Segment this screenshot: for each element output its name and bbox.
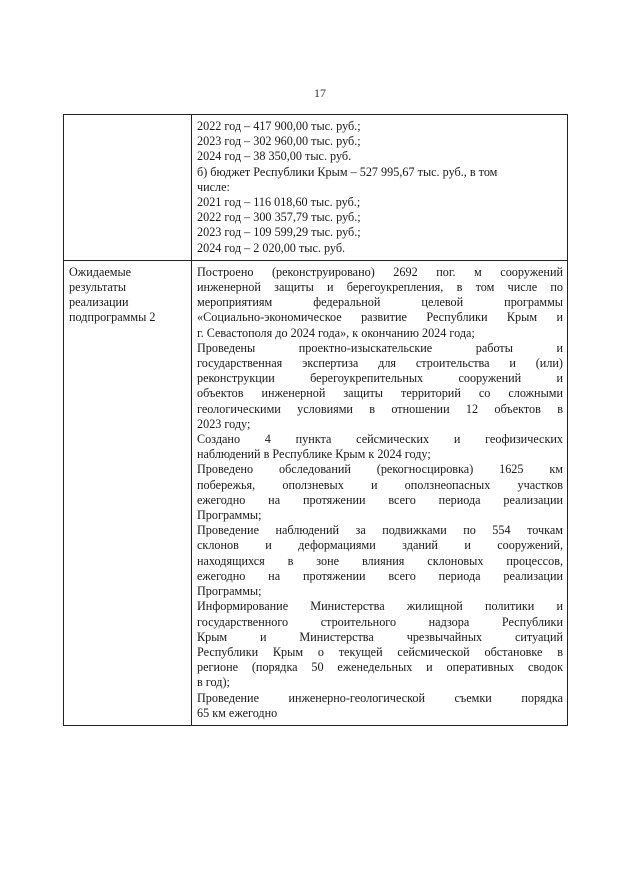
table-row-expected-results [64,260,568,725]
result-line: регионе (порядка 50 еженедельных и оперативных сводок [197,660,563,675]
result-line: 2023 году; [197,416,251,431]
result-line: Проведение инженерно-геологической съемки порядка [197,690,563,705]
expected-results-cell [192,260,568,725]
result-line: 65 км ежегодно [197,705,278,720]
label-line: реализации [69,295,129,310]
result-line: реконструкции берегоукрепительных сооружений и [197,371,563,386]
result-line: находящихся в зоне влияния склоновых процессов, [197,553,563,568]
result-paragraph [197,599,563,690]
row-label-cell [64,115,192,261]
financing-line: 2024 год – 38 350,00 тыс. руб. [197,149,352,164]
result-line: государственного строительного надзора Республики [197,614,563,629]
financing-cell [192,115,568,261]
financing-line: 2024 год – 2 020,00 тыс. руб. [197,240,346,255]
result-line: ежегодно на протяжении всего периода реализации [197,492,563,507]
financing-line: числе: [197,179,230,194]
result-line: Построено (реконструировано) 2692 пог. м сооружений [197,264,563,279]
result-line: ежегодно на протяжении всего периода реализации [197,568,563,583]
result-paragraph [197,462,563,523]
label-line: подпрограммы 2 [69,310,156,325]
financing-lines [197,119,563,256]
result-line: склонов и деформациями зданий и сооружений, [197,538,563,553]
financing-line: б) бюджет Республики Крым – 527 995,67 тыс. руб., в том [197,164,498,179]
result-paragraph [197,265,563,341]
result-line: Проведено обследований (рекогносцировка) 1625 км [197,462,563,477]
program-table [63,114,568,726]
result-line: государственная экспертиза для строительства и (или) [197,356,563,371]
result-line: Проведены проектно-изыскательские работы и [197,340,563,355]
label-line: Ожидаемые [69,264,132,279]
label-line: результаты [69,280,127,295]
result-line: побережья, оползневых и оползнеопасных участков [197,477,563,492]
result-paragraph [197,691,563,721]
result-line: наблюдений в Республике Крым к 2024 году; [197,447,431,462]
financing-line: 2022 год – 300 357,79 тыс. руб.; [197,210,361,225]
expected-results-label [69,265,187,326]
result-line: инженерной защиты и берегоукрепления, в том числе по [197,280,563,295]
result-line: Информирование Министерства жилищной политики и [197,599,563,614]
result-paragraph [197,341,563,432]
result-line: Республики Крым о текущей сейсмической обстановке в [197,644,563,659]
financing-line: 2021 год – 116 018,60 тыс. руб.; [197,195,361,210]
result-line: геологическими условиями в отношении 12 объектов в [197,401,563,416]
result-line: «Социально-экономическое развитие Республики Крым и [197,310,563,325]
row-label-cell [64,260,192,725]
result-line: г. Севастополя до 2024 года», к окончанию 2024 года; [197,325,475,340]
result-line: Крым и Министерства чрезвычайных ситуаций [197,629,563,644]
result-line: мероприятиям федеральной целевой программы [197,295,563,310]
financing-line: 2023 год – 302 960,00 тыс. руб.; [197,134,361,149]
result-line: Программы; [197,584,262,599]
table-row-financing [64,115,568,261]
expected-results-paragraphs [197,265,563,721]
financing-line: 2023 год – 109 599,29 тыс. руб.; [197,225,361,240]
financing-line: 2022 год – 417 900,00 тыс. руб.; [197,119,361,133]
result-paragraph [197,432,563,462]
result-paragraph [197,523,563,599]
result-line: Проведение наблюдений за подвижками по 554 точкам [197,523,563,538]
page-number: 17 [314,86,326,100]
result-line: Программы; [197,508,262,523]
result-line: Создано 4 пункта сейсмических и геофизических [197,432,563,447]
result-line: в год); [197,675,230,690]
result-line: объектов инженерной защиты территорий со сложными [197,386,563,401]
